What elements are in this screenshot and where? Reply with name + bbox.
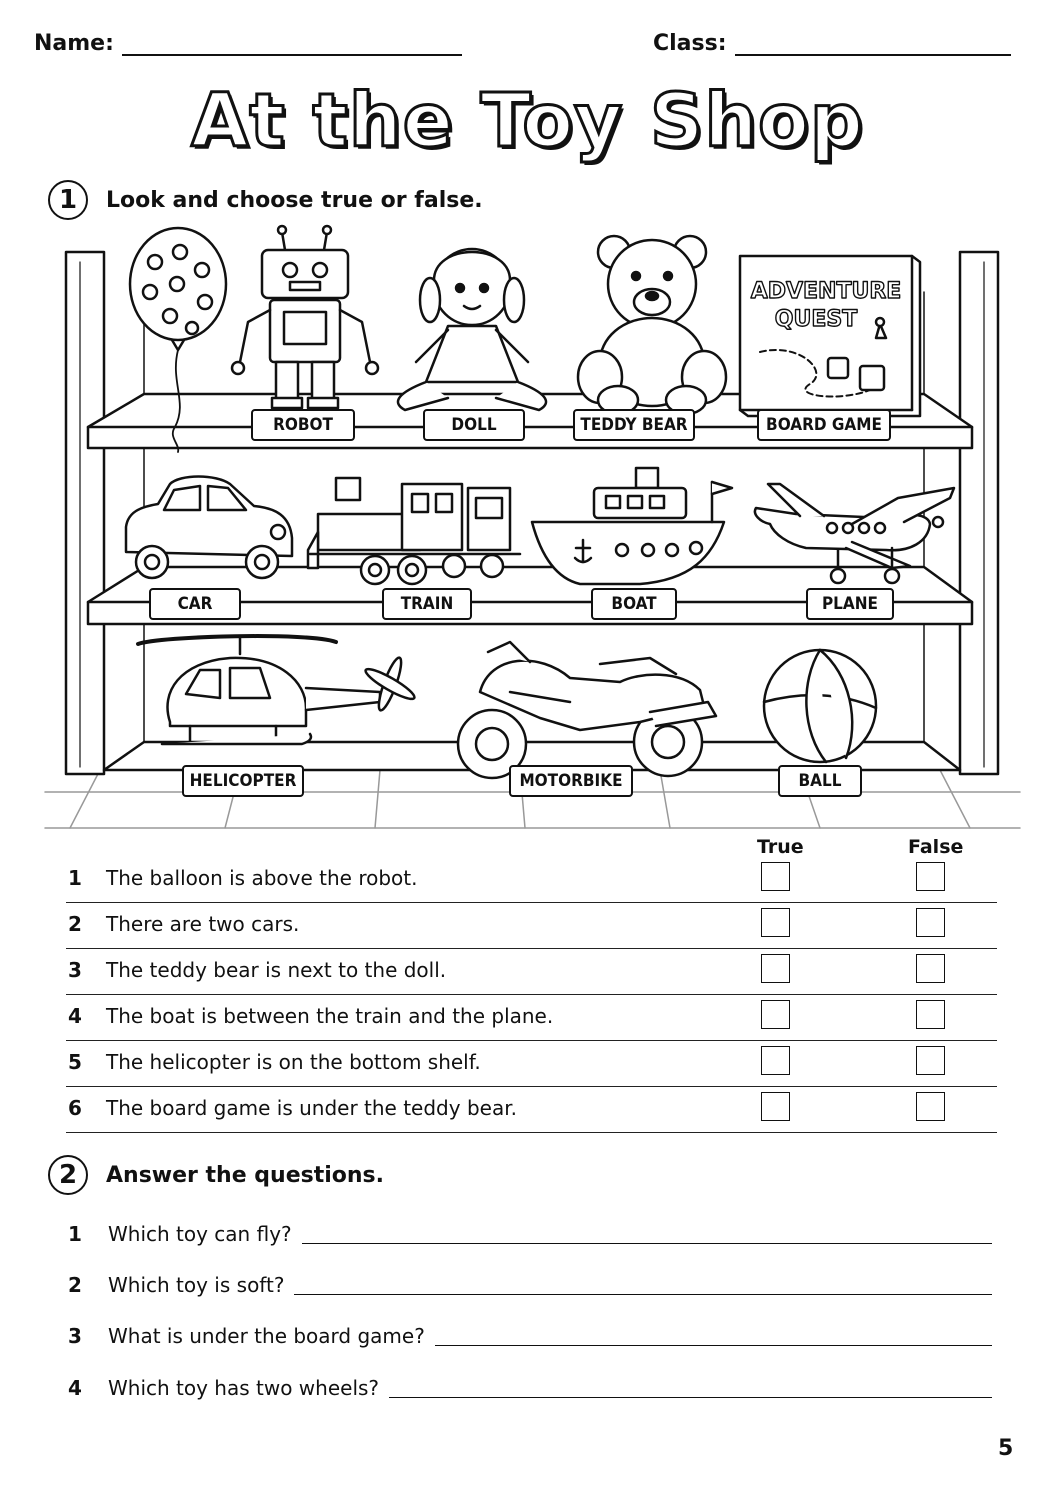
class-line[interactable] (735, 30, 1011, 56)
label-boat: BOAT (591, 588, 677, 620)
false-checkbox[interactable] (916, 862, 945, 891)
answer-line[interactable] (294, 1294, 992, 1295)
question-text: What is under the board game? (108, 1324, 425, 1348)
true-checkbox[interactable] (761, 954, 790, 983)
false-checkbox[interactable] (916, 1092, 945, 1121)
statement-text: The board game is under the teddy bear. (106, 1096, 517, 1120)
name-field[interactable] (34, 30, 462, 56)
false-column-header: False (908, 836, 964, 858)
label-car: CAR (149, 588, 241, 620)
question-number: 3 (68, 1324, 82, 1348)
question-text: Which toy has two wheels? (108, 1376, 380, 1400)
section-1-header (48, 180, 483, 220)
true-checkbox[interactable] (761, 1046, 790, 1075)
true-false-row (66, 994, 997, 1041)
label-motorbike: MOTORBIKE (509, 765, 633, 797)
question-row (66, 1366, 992, 1402)
question-row (66, 1314, 992, 1350)
board-game-title-line1: ADVENTURE (750, 279, 902, 304)
statement-text: The teddy bear is next to the doll. (106, 958, 447, 982)
label-helicopter: HELICOPTER (182, 765, 304, 797)
false-checkbox[interactable] (916, 1000, 945, 1029)
row-number: 6 (68, 1096, 82, 1120)
section-2-header (48, 1155, 384, 1195)
teddy-bear-drawing (578, 236, 726, 414)
label-plane: PLANE (806, 588, 894, 620)
answer-line[interactable] (302, 1243, 992, 1244)
label-train: TRAIN (382, 588, 472, 620)
board-game-drawing (740, 256, 920, 416)
statement-text: The helicopter is on the bottom shelf. (106, 1050, 481, 1074)
row-number: 5 (68, 1050, 82, 1074)
section-2-instruction: Answer the questions. (106, 1162, 385, 1188)
label-board-game: BOARD GAME (757, 409, 891, 441)
true-checkbox[interactable] (761, 1000, 790, 1029)
doll-drawing (398, 249, 546, 410)
row-number: 3 (68, 958, 82, 982)
helicopter-drawing (138, 636, 417, 744)
toy-shelf-drawing (40, 222, 1025, 832)
question-row (66, 1212, 992, 1248)
title-container (0, 78, 1055, 164)
true-false-row (66, 1040, 997, 1087)
answer-line[interactable] (389, 1397, 992, 1398)
page-number: 5 (998, 1436, 1014, 1461)
false-checkbox[interactable] (916, 954, 945, 983)
row-number: 2 (68, 912, 82, 936)
answer-line[interactable] (435, 1345, 992, 1346)
true-checkbox[interactable] (761, 1092, 790, 1121)
label-doll: DOLL (423, 409, 525, 441)
false-checkbox[interactable] (916, 908, 945, 937)
true-false-row (66, 1086, 997, 1133)
label-teddy-bear: TEDDY BEAR (573, 409, 695, 441)
question-number: 1 (68, 1222, 82, 1246)
board-game-title-line2: QUEST (774, 307, 858, 332)
question-number: 4 (68, 1376, 82, 1400)
statement-text: The boat is between the train and the plane. (106, 1004, 554, 1028)
statement-text: The balloon is above the robot. (106, 866, 418, 890)
question-text: Which toy can fly? (108, 1222, 292, 1246)
statement-text: There are two cars. (106, 912, 300, 936)
true-false-row (66, 902, 997, 949)
row-number: 4 (68, 1004, 82, 1028)
ball-drawing (764, 650, 876, 762)
question-row (66, 1263, 992, 1299)
label-robot: ROBOT (251, 409, 355, 441)
question-number: 2 (68, 1273, 82, 1297)
section-2-number: 2 (48, 1155, 88, 1195)
true-false-row (66, 948, 997, 995)
true-checkbox[interactable] (761, 908, 790, 937)
true-checkbox[interactable] (761, 862, 790, 891)
name-label: Name: (34, 31, 114, 56)
true-column-header: True (757, 836, 804, 858)
car-drawing (126, 477, 292, 579)
robot-drawing (232, 226, 378, 408)
false-checkbox[interactable] (916, 1046, 945, 1075)
toy-shelf-illustration (40, 222, 1025, 832)
question-text: Which toy is soft? (108, 1273, 285, 1297)
name-line[interactable] (122, 30, 462, 56)
true-false-row (66, 856, 997, 903)
section-1-number: 1 (48, 180, 88, 220)
page-title: At the Toy Shop (191, 78, 864, 164)
section-1-instruction: Look and choose true or false. (106, 187, 483, 213)
label-ball: BALL (778, 765, 862, 797)
class-label: Class: (653, 31, 727, 56)
row-number: 1 (68, 866, 82, 890)
class-field[interactable] (653, 30, 1011, 56)
